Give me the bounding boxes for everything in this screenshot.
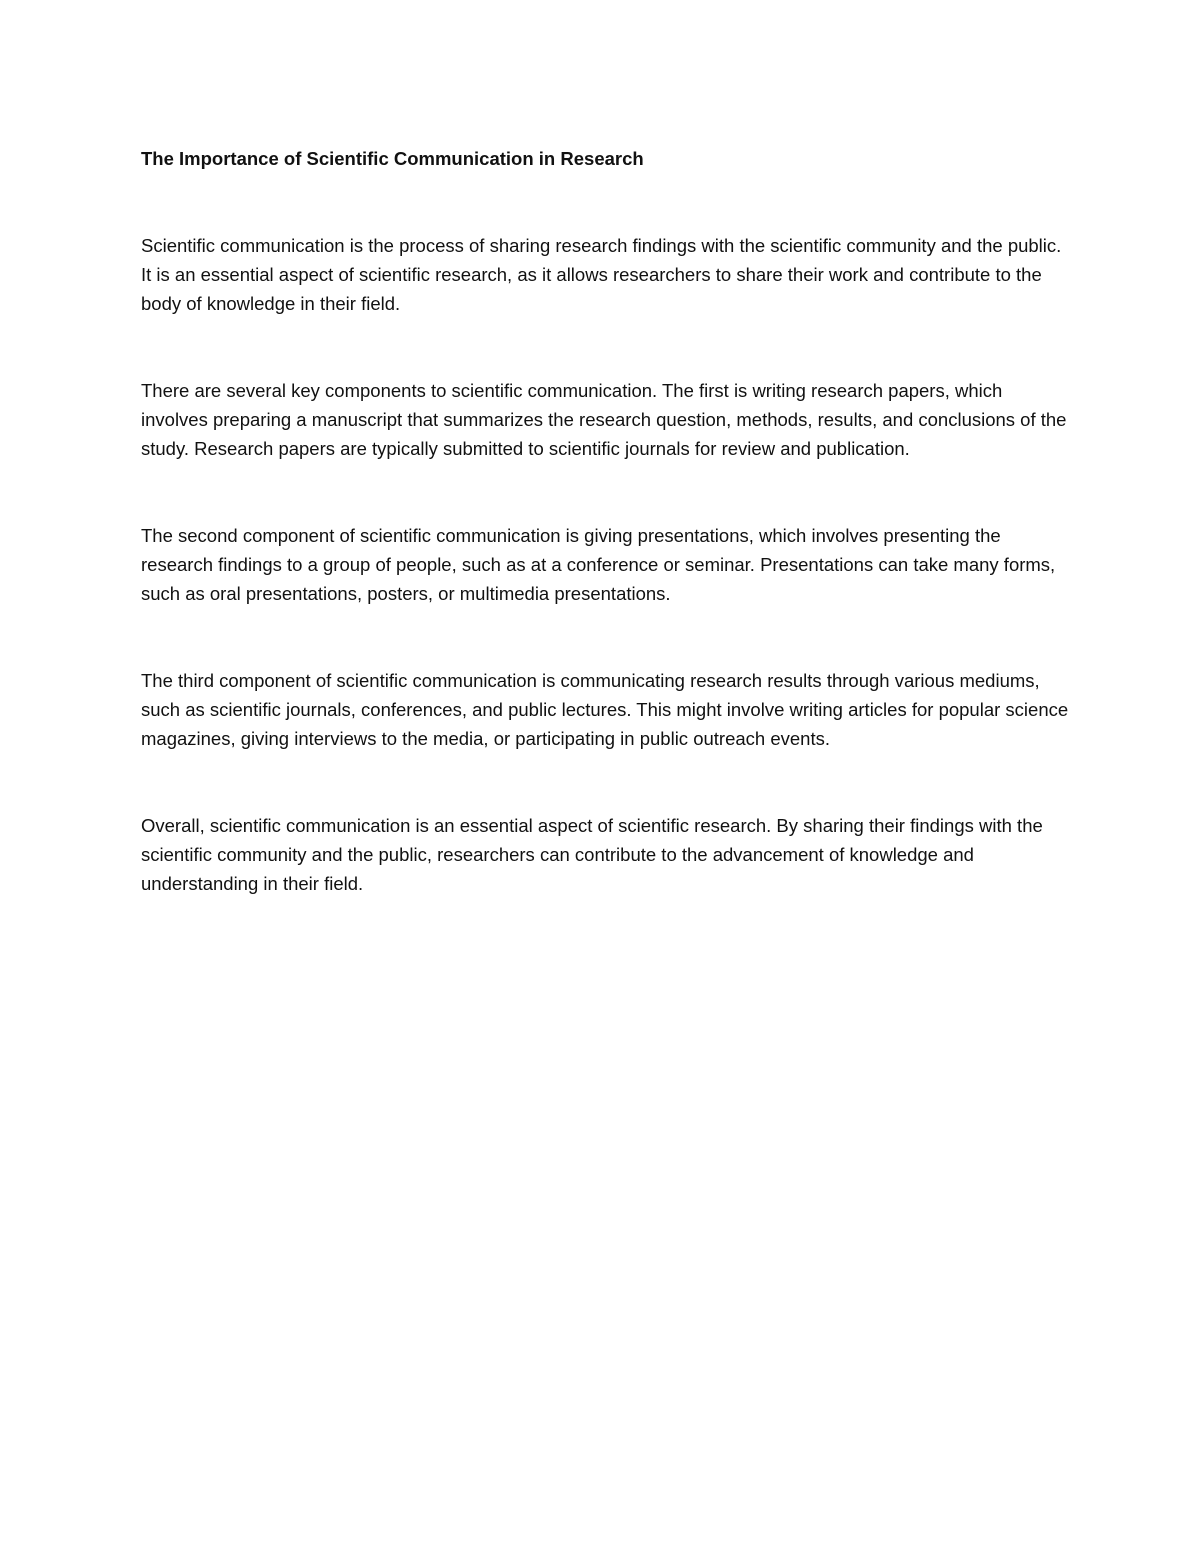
paragraph-research-papers: There are several key components to scientific communication. The first is writing research papers, which involves preparing a manuscript that summarizes the research question, methods, results, and conclusions of the study. Research papers are typically submitted to scientific journals for review and publication. <box>141 380 1067 459</box>
paragraph-presentations: The second component of scientific communication is giving presentations, which involves presenting the research findings to a group of people, such as at a conference or seminar. Presentations can take many forms, such as oral presentations, posters, or multimedia presentations. <box>141 525 1056 604</box>
document-title: The Importance of Scientific Communication in Research <box>141 148 644 169</box>
paragraph-conclusion: Overall, scientific communication is an essential aspect of scientific research. By sharing their findings with the scientific community and the public, researchers can contribute to the advancement of knowledge and understanding in their field. <box>141 815 1043 894</box>
paragraph-intro: Scientific communication is the process of sharing research findings with the scientific community and the public. It is an essential aspect of scientific research, as it allows researchers to share their work and contribute to the body of knowledge in their field. <box>141 235 1062 314</box>
document-body <box>141 144 1071 898</box>
paragraph-communicating-results: The third component of scientific communication is communicating research results through various mediums, such as scientific journals, conferences, and public lectures. This might involve writing articles for popular science magazines, giving interviews to the media, or participating in public outreach events. <box>141 670 1069 749</box>
